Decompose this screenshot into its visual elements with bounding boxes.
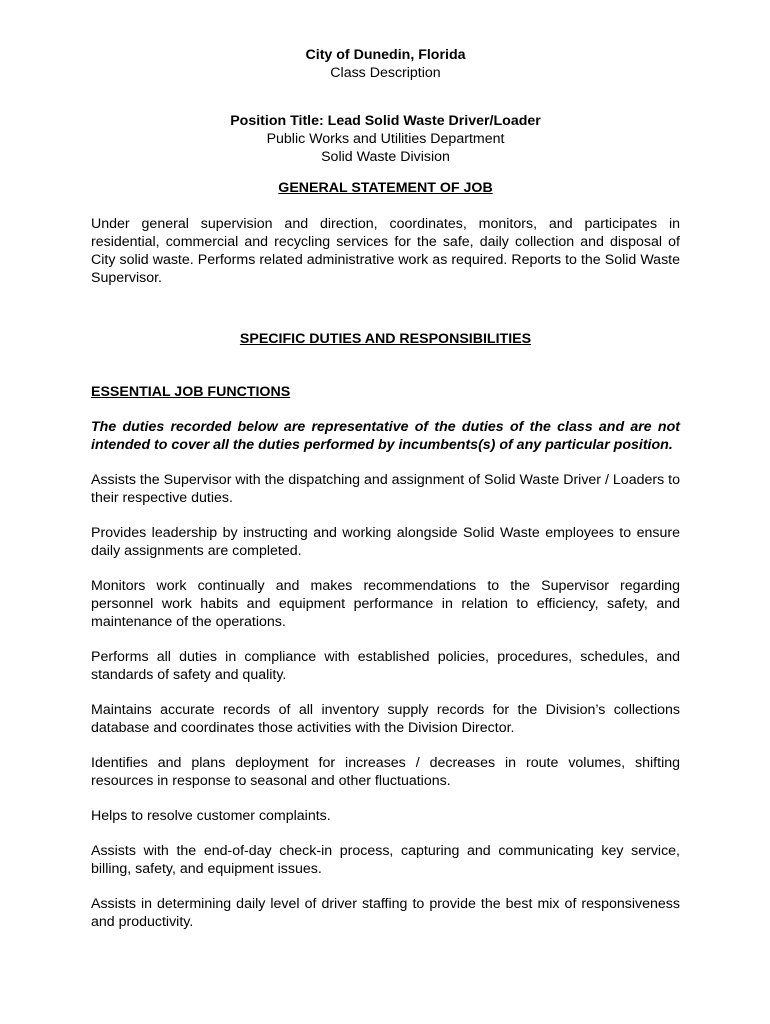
duty-item: Provides leadership by instructing and working alongside Solid Waste employees to ensure daily assignments are completed. bbox=[91, 525, 680, 559]
duty-item: Assists with the end-of-day check-in process, capturing and communicating key service, billing, safety, and equipment issues. bbox=[91, 843, 680, 877]
document-type: Class Description bbox=[330, 65, 441, 81]
duty-item: Monitors work continually and makes recommendations to the Supervisor regarding personnel work habits and equipment performance in relation to efficiency, safety, and maintenance of the operations. bbox=[91, 578, 680, 630]
city-name: City of Dunedin, Florida bbox=[305, 47, 466, 63]
general-statement-heading: GENERAL STATEMENT OF JOB bbox=[278, 180, 493, 196]
duties-list bbox=[91, 471, 680, 931]
duty-item: Assists the Supervisor with the dispatching and assignment of Solid Waste Driver / Loaders to their respective duties. bbox=[91, 472, 680, 506]
specific-duties-heading: SPECIFIC DUTIES AND RESPONSIBILITIES bbox=[239, 331, 532, 347]
duty-item: Helps to resolve customer complaints. bbox=[91, 808, 331, 824]
position-title: Position Title: Lead Solid Waste Driver/Loader bbox=[230, 113, 541, 129]
general-statement-text: Under general supervision and direction, coordinates, monitors, and participates in residential, commercial and recycling services for the safe, daily collection and disposal of City solid waste. Performs related administrative work as required. Reports to the Solid Waste Supervisor. bbox=[91, 216, 680, 286]
document-header bbox=[91, 46, 680, 166]
division-name: Solid Waste Division bbox=[321, 149, 450, 165]
duty-item: Performs all duties in compliance with established policies, procedures, schedules, and standards of safety and quality. bbox=[91, 649, 680, 683]
essential-functions-heading: ESSENTIAL JOB FUNCTIONS bbox=[91, 384, 291, 400]
duty-item: Assists in determining daily level of driver staffing to provide the best mix of responsiveness and productivity. bbox=[91, 896, 680, 930]
duty-item: Identifies and plans deployment for increases / decreases in route volumes, shifting resources in response to seasonal and other fluctuations. bbox=[91, 755, 680, 789]
duties-disclaimer: The duties recorded below are representative of the duties of the class and are not intended to cover all the duties performed by incumbents(s) of any particular position. bbox=[91, 419, 680, 453]
duty-item: Maintains accurate records of all inventory supply records for the Division’s collections database and coordinates those activities with the Division Director. bbox=[91, 702, 680, 736]
department-name: Public Works and Utilities Department bbox=[266, 131, 505, 147]
